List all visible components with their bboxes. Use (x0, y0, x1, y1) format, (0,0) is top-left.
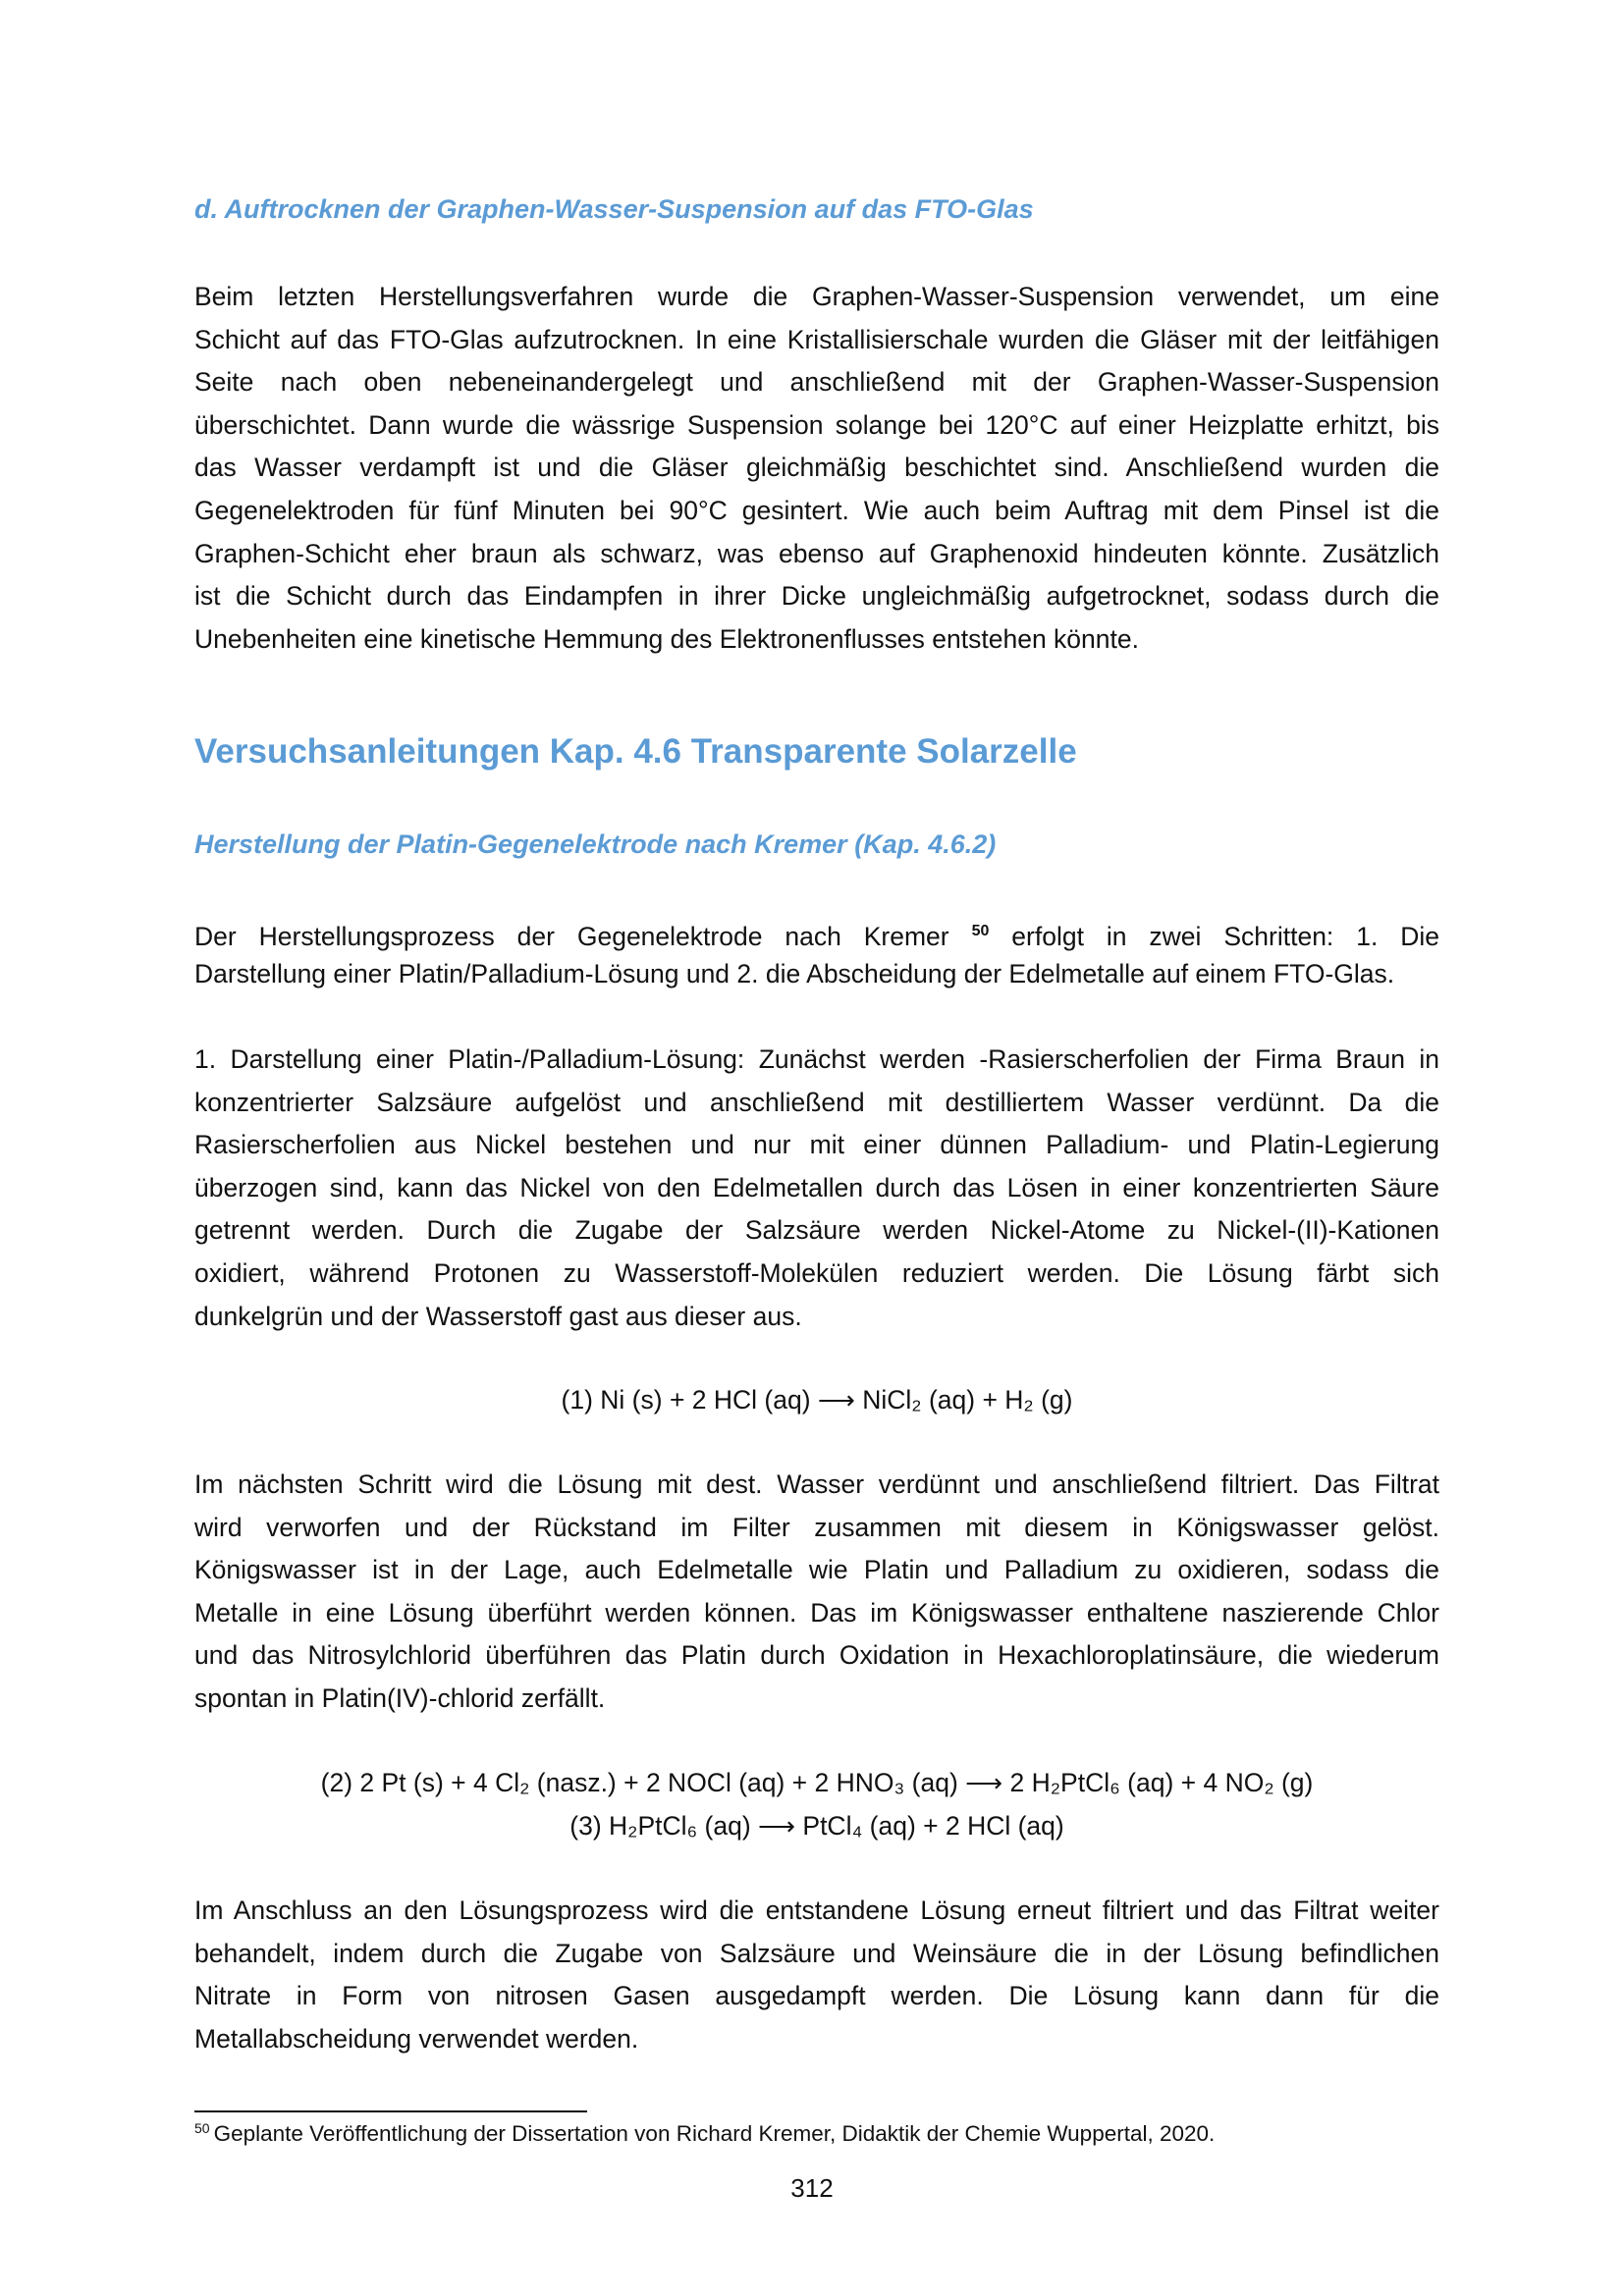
intro-paragraph (194, 910, 1439, 995)
text-line: Metallabscheidung verwendet werden. (194, 2023, 639, 2054)
text-line: Im nächsten Schritt wird die Lösung mit dest. Wasser verdünnt und anschließend filtriert. Das Filtrat (194, 1469, 1439, 1499)
text-line: und das Nitrosylchlorid überführen das Platin durch Oxidation in Hexachloroplatinsäure, die wiederum (194, 1640, 1439, 1671)
text-line: Nitrate in Form von nitrosen Gasen ausgedampft werden. Die Lösung kann dann für die (194, 1981, 1439, 2011)
page-number: 312 (790, 2173, 834, 2203)
step3-paragraph (194, 1890, 1439, 2060)
equation-1: (1) Ni (s) + 2 HCl (aq) ⟶ NiCl₂ (aq) + H₂ (g) (561, 1385, 1073, 1415)
text-line (194, 910, 1439, 953)
footnote (194, 2120, 1215, 2147)
intro-text-after: erfolgt in zwei Schritten: 1. Die (1011, 922, 1439, 951)
text-line: Seite nach oben nebeneinandergelegt und anschließend mit der Graphen-Wasser-Suspension (194, 367, 1439, 398)
text-line: das Wasser verdampft ist und die Gläser gleichmäßig beschichtet sind. Anschließend wurden die (194, 453, 1439, 483)
footnote-text: Geplante Veröffentlichung der Dissertation von Richard Kremer, Didaktik der Chemie Wuppertal, 2020. (213, 2121, 1216, 2146)
step2-paragraph (194, 1464, 1439, 1721)
intro-text-before: Der Herstellungsprozess der Gegenelektrode nach Kremer (194, 922, 949, 951)
step1-paragraph (194, 1039, 1439, 1338)
equation-3: (3) H₂PtCl₆ (aq) ⟶ PtCl₄ (aq) + 2 HCl (aq) (569, 1811, 1064, 1841)
text-line: Graphen-Schicht eher braun als schwarz, was ebenso auf Graphenoxid hindeuten könnte. Zusätzlich (194, 538, 1439, 568)
text-line: Im Anschluss an den Lösungsprozess wird die entstandene Lösung erneut filtriert und das Filtrat weiter (194, 1896, 1439, 1925)
section-d-heading: d. Auftrocknen der Graphen-Wasser-Suspension auf das FTO-Glas (194, 194, 1034, 224)
footnote-separator (194, 2110, 587, 2112)
text-line: Darstellung einer Platin/Palladium-Lösung und 2. die Abscheidung der Edelmetalle auf einem FTO-Glas. (194, 958, 1395, 988)
text-line: konzentrierter Salzsäure aufgelöst und anschließend mit destilliertem Wasser verdünnt. Da die (194, 1087, 1439, 1117)
text-line: oxidiert, während Protonen zu Wasserstoff-Molekülen reduziert werden. Die Lösung färbt sich (194, 1257, 1439, 1288)
text-line: wird verworfen und der Rückstand im Filter zusammen mit diesem in Königswasser gelöst. (194, 1512, 1439, 1542)
equation-2: (2) 2 Pt (s) + 4 Cl₂ (nasz.) + 2 NOCl (aq) + 2 HNO₃ (aq) ⟶ 2 H₂PtCl₆ (aq) + 4 NO₂ (g) (320, 1768, 1314, 1797)
text-line: Beim letzten Herstellungsverfahren wurde die Graphen-Wasser-Suspension verwendet, um eine (194, 282, 1439, 311)
text-line: getrennt werden. Durch die Zugabe der Salzsäure werden Nickel-Atome zu Nickel-(II)-Kationen (194, 1215, 1439, 1246)
text-line: Unebenheiten eine kinetische Hemmung des Elektronenflusses entstehen könnte. (194, 623, 1139, 654)
text-line: überzogen sind, kann das Nickel von den Edelmetallen durch das Lösen in einer konzentrierten Säure (194, 1172, 1439, 1202)
footnote-number: 50 (194, 2120, 210, 2136)
text-line: Schicht auf das FTO-Glas aufzutrocknen. In eine Kristallisierschale wurden die Gläser mit der leitfähigen (194, 324, 1439, 354)
text-line: spontan in Platin(IV)-chlorid zerfällt. (194, 1682, 606, 1713)
text-line: behandelt, indem durch die Zugabe von Salzsäure und Weinsäure die in der Lösung befindlichen (194, 1938, 1439, 1968)
text-line: überschichtet. Dann wurde die wässrige Suspension solange bei 120°C auf einer Heizplatte erhitzt, bis (194, 409, 1439, 440)
text-line: dunkelgrün und der Wasserstoff gast aus dieser aus. (194, 1301, 802, 1331)
section-d-paragraph (194, 276, 1439, 661)
text-line: Metalle in eine Lösung überführt werden können. Das im Königswasser enthaltene naszierende Chlor (194, 1597, 1439, 1628)
text-line: ist die Schicht durch das Eindampfen in ihrer Dicke ungleichmäßig aufgetrocknet, sodass durch die (194, 581, 1439, 612)
subheading: Herstellung der Platin-Gegenelektrode nach Kremer (Kap. 4.6.2) (194, 829, 997, 859)
text-line: Gegenelektroden für fünf Minuten bei 90°C gesintert. Wie auch beim Auftrag mit dem Pinsel ist die (194, 495, 1439, 525)
chapter-heading: Versuchsanleitungen Kap. 4.6 Transparente Solarzelle (194, 732, 1077, 771)
text-line: Rasierscherfolien aus Nickel bestehen und nur mit einer dünnen Palladium- und Platin-Legierung (194, 1130, 1439, 1160)
text-line: 1. Darstellung einer Platin-/Palladium-Lösung: Zunächst werden -Rasierscherfolien der Firma Braun in (194, 1044, 1439, 1074)
footnote-reference[interactable]: 50 (971, 923, 990, 939)
text-line: Königswasser ist in der Lage, auch Edelmetalle wie Platin und Palladium zu oxidieren, sodass die (194, 1555, 1439, 1585)
